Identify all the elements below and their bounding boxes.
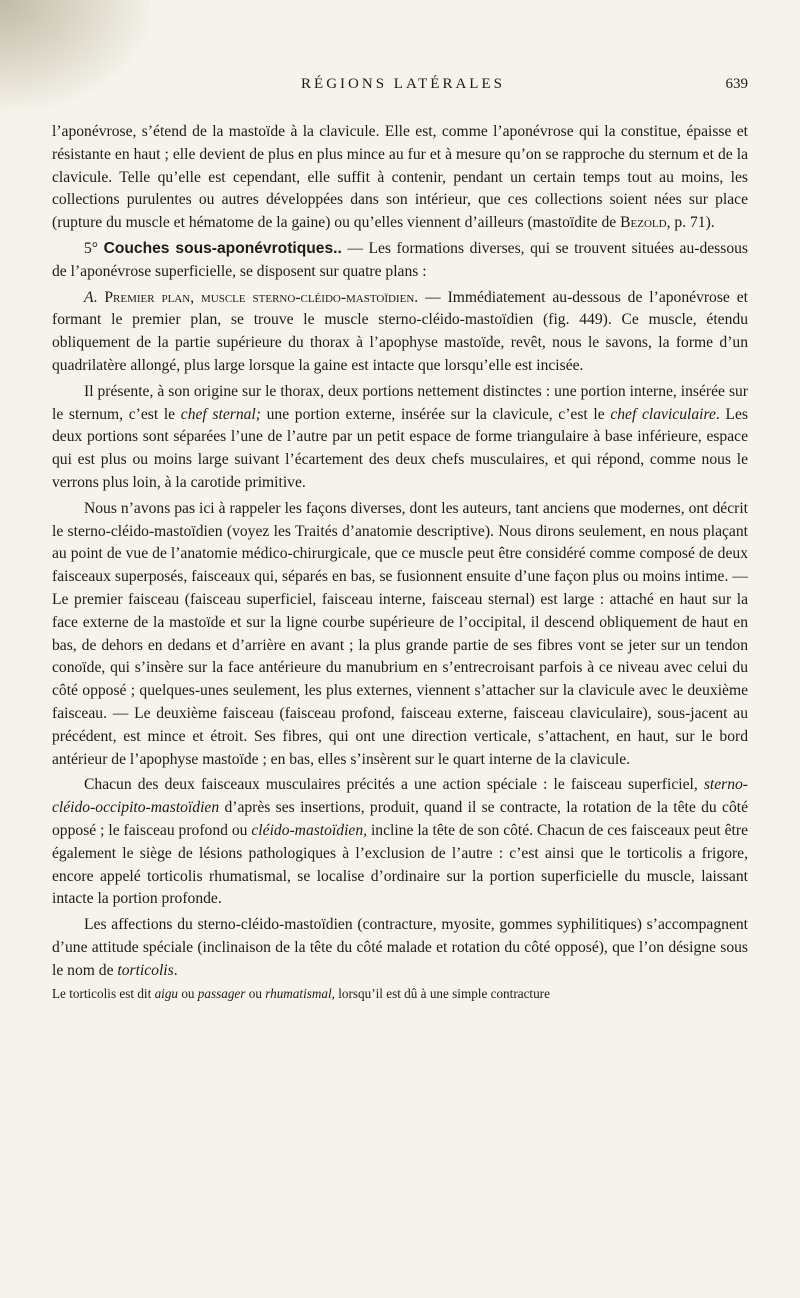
term-chef-claviculaire: chef claviculaire bbox=[610, 405, 716, 423]
page-number: 639 bbox=[725, 76, 748, 92]
body-text bbox=[52, 121, 748, 1006]
section-heading: Couches sous-aponévrotiques.. bbox=[103, 239, 342, 257]
term-torticolis: torticolis bbox=[117, 961, 174, 979]
plan-letter: A bbox=[84, 288, 94, 306]
paragraph-faisceaux: Nous n’avons pas ici à rappeler les façons diverses, dont les auteurs, tant anciens que modernes, ont décrit le sterno-cléido-mastoïdien (voyez les Traités d’anatomie descriptive). Nous dirons seulement, en nous plaçant au point de vue de l’anatomie médico-chirurgicale, que ce muscle peut être considéré comme composé de deux faisceaux superposés, faisceaux qui, séparés en bas, se fusionnent ensuite d’une façon plus ou moins intime. — Le premier faisceau (faisceau superficiel, faisceau interne, faisceau sternal) est large : attaché en haut sur la face externe de la mastoïde et sur la ligne courbe supérieure de l’occipital, il descend obliquement de haut en bas, de dehors en dedans et d’arrière en avant ; la plus grande partie de ses fibres vont se jeter sur un tendon conoïde, qui s’insère sur la face antérieure du manubrium en s’entrecroisant parfois à ce niveau avec celui du côté opposé ; quelques-unes seulement, les plus externes, viennent s’attacher sur la clavicule avec le deuxième faisceau. — Le deuxième faisceau (faisceau profond, faisceau externe, faisceau claviculaire), sous-jacent au précédent, est mince et étroit. Ses fibres, qui ont une direction verticale, s’attachent, en haut, sur le bord antérieur de l’apophyse mastoïde ; en bas, elles s’insèrent sur le quart interne de la clavicule. bbox=[52, 499, 748, 768]
author-name: Bezold bbox=[620, 214, 667, 232]
term-superficiel: sterno-cléido-occipito-mastoïdien bbox=[52, 776, 748, 817]
paragraph-aponevrose-continued: l’aponévrose, s’étend de la mastoïde à la clavicule. Elle est, comme l’aponévrose qui la constitue, épaisse et résistante en haut ; elle devient de plus en plus mince au fur et à mesure qu’on se rapproche du sternum et de la clavicule. Telle qu’elle est cependant, elle suffit à contenir, pendant un certain temps tout au moins, les collections purulentes ou autres développées dans son intérieur, que ces collections soient nées sur place (rupture du muscle et hématome de la gaine) ou qu’elles viennent d’ailleurs (mastoïdite de Bezold, p. 71). bbox=[52, 123, 748, 232]
plan-label: . Premier plan, muscle sterno-cléido-mastoïdien. bbox=[93, 288, 419, 306]
paragraph-origine: Il présente, à son origine sur le thorax, deux portions nettement distinctes : une portion interne, insérée sur le sternum, c’est le chef sternal; une portion externe, insérée sur la clavicule, c’est le chef claviculaire. Les deux portions sont séparées l’une de l’autre par un petit espace de forme triangulaire à base inférieure, espace qui est plus ou moins large suivant l’écartement des deux chefs musculaires, et qui répond, comme nous le verrons plus loin, à la carotide primitive. bbox=[52, 382, 748, 491]
paragraph-affections: Les affections du sterno-cléido-mastoïdien (contracture, myosite, gommes syphilitiques) s’accompagnent d’une attitude spéciale (inclinaison de la tête du côté malade et rotation du côté opposé), que l’on désigne sous le nom de torticolis. bbox=[52, 916, 748, 979]
paragraph-premier-plan: A. Premier plan, muscle sterno-cléido-mastoïdien. — Immédiatement au-dessous de l’aponévrose et formant le premier plan, se trouve le muscle sterno-cléido-mastoïdien (fig. 449). Ce muscle, étendu obliquement de la partie supérieure du thorax à l’apophyse mastoïde, revêt, nous le savons, la forme d’un quadrilatère allongé, plus large lorsque la gaine est intacte que lorsqu’elle est incisée. bbox=[52, 288, 749, 374]
paragraph-action: Chacun des deux faisceaux musculaires précités a une action spéciale : le faisceau superficiel, sterno-cléido-occipito-mastoïdien d’après ses insertions, produit, quand il se contracte, la rotation de la tête du côté opposé ; le faisceau profond ou cléido-mastoïdien, incline la tête de son côté. Chacun de ces faisceaux peut être également le siège de lésions pathologiques à l’exclusion de l’autre : c’est ainsi que le torticolis a frigore, encore appelé torticolis rhumatismal, se localise d’ordinaire sur la portion superficielle du muscle, laissant intacte la portion profonde. bbox=[52, 776, 748, 908]
page-header bbox=[58, 76, 748, 98]
term-profond: cléido-mastoïdien, bbox=[251, 821, 368, 839]
paragraph-couches-heading: 5° Couches sous-aponévrotiques.. — Les formations diverses, qui se trouvent situées au-dessous de l’aponévrose superficielle, se disposent sur quatre plans : bbox=[52, 239, 748, 280]
running-title: RÉGIONS LATÉRALES bbox=[301, 76, 505, 92]
footnote: Le torticolis est dit aigu ou passager ou rhumatismal, lorsqu’il est dû à une simple contracture bbox=[52, 986, 550, 1002]
term-chef-sternal: chef sternal; bbox=[180, 405, 261, 423]
